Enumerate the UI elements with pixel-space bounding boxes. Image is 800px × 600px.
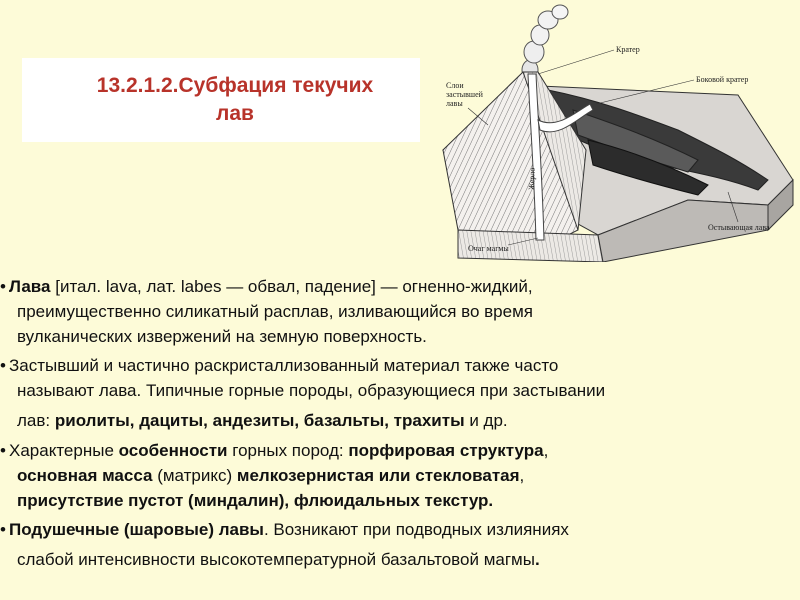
solidified-line-3: лав: риолиты, дациты, андезиты, базальты, трахиты и др. — [17, 411, 508, 430]
title-line-1: 13.2.1.2.Субфация текучих — [96, 74, 374, 97]
bullet-solidified-lava — [0, 353, 800, 438]
solidified-line-2: называют лава. Типичные горные породы, образующиеся при застывании — [17, 381, 606, 400]
bullet-lava-definition — [0, 274, 800, 349]
bullet-list — [0, 274, 800, 577]
label-magma-chamber: Очаг магмы — [468, 244, 509, 253]
slide-title — [22, 72, 420, 128]
volcano-diagram — [438, 0, 798, 262]
label-layers-3: лавы — [446, 99, 463, 108]
solidified-line-1: • Застывший и частично раскристаллизованный материал также часто — [9, 356, 559, 375]
label-side-crater: Боковой кратер — [696, 75, 749, 84]
title-line-2: лав — [216, 102, 254, 125]
label-vent: Жерло — [527, 167, 537, 191]
bullet-pillow-lavas — [0, 517, 800, 577]
pillow-line-1: • Подушечные (шаровые) лавы. Возникают при подводных излияниях — [9, 520, 569, 539]
smoke-plume — [522, 5, 568, 80]
lava-def-line-1: [итал. lava, лат. labes — обвал, падение] — огненно-жидкий, — [50, 277, 533, 296]
features-line-3: присутствие пустот (миндалин), флюидальных текстур. — [17, 491, 494, 510]
lava-def-line-2: преимущественно силикатный расплав, изливающийся во время — [17, 302, 533, 321]
rock-types: риолиты, дациты, андезиты, базальты, трахиты — [54, 411, 465, 430]
term-lava: Лава — [9, 277, 51, 296]
title-box — [22, 58, 420, 142]
label-layers-2: застывшей — [446, 90, 483, 99]
label-cooling-lava: Остывающая лава — [708, 223, 770, 232]
features-line-2: основная масса (матрикс) мелкозернистая или стекловатая, — [17, 466, 525, 485]
label-crater: Кратер — [616, 45, 640, 54]
lava-def-line-3: вулканических извержений на земную поверхность. — [17, 327, 427, 346]
label-layers-1: Слои — [446, 81, 464, 90]
pillow-line-2: слабой интенсивности высокотемпературной базальтовой магмы. — [17, 550, 540, 569]
features-line-1: • Характерные особенности горных пород: порфировая структура, — [9, 441, 549, 460]
bullet-rock-features — [0, 438, 800, 513]
